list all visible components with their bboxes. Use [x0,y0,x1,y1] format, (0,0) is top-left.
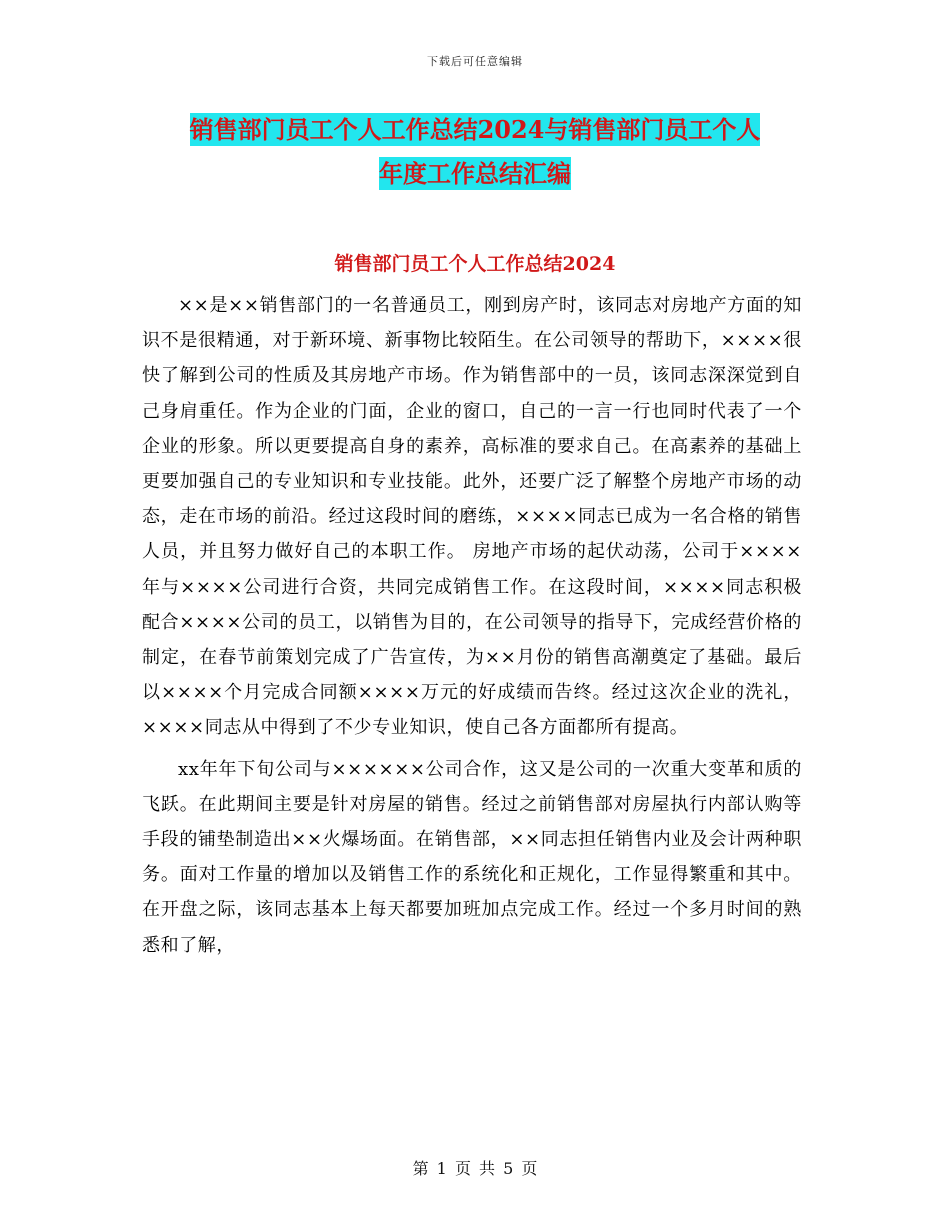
document-body [142,288,802,969]
document-title [140,108,810,196]
section-title: 销售部门员工个人工作总结2024 [334,253,616,275]
page-number: 第 1 页 共 5 页 [412,1159,538,1178]
document-title-line-1: 销售部门员工个人工作总结2024与销售部门员工个人 [189,115,761,144]
document-title-line-2: 年度工作总结汇编 [379,159,571,188]
body-paragraph-1: ××是××销售部门的一名普通员工，刚到房产时，该同志对房地产方面的知识不是很精通，对于新环境、新事物比较陌生。在公司领导的帮助下，××××很快了解到公司的性质及其房地产市场。作为销售部中的一员，该同志深深觉到自己身肩重任。作为企业的门面，企业的窗口，自己的一言一行也同时代表了一个企业的形象。所以更要提高自身的素养，高标准的要求自己。在高素养的基础上更要加强自己的专业知识和专业技能。此外，还要广泛了解整个房地产市场的动态，走在市场的前沿。经过这段时间的磨练，××××同志已成为一名合格的销售人员，并且努力做好自己的本职工作。 房地产市场的起伏动荡，公司于××××年与××××公司进行合资，共同完成销售工作。在这段时间，××××同志积极配合××××公司的员工，以销售为目的，在公司领导的指导下，完成经营价格的制定，在春节前策划完成了广告宣传，为××月份的销售高潮奠定了基础。最后以××××个月完成合同额××××万元的好成绩而告终。经过这次企业的洗礼，××××同志从中得到了不少专业知识，使自己各方面都所有提高。 [142,295,802,739]
page-header-note: 下载后可任意编辑 [427,55,523,68]
body-paragraph-2: xx年年下旬公司与××××××公司合作，这又是公司的一次重大变革和质的飞跃。在此期间主要是针对房屋的销售。经过之前销售部对房屋执行内部认购等手段的铺垫制造出××火爆场面。在销售部，××同志担任销售内业及会计两种职务。面对工作量的增加以及销售工作的系统化和正规化，工作显得繁重和其中。在开盘之际，该同志基本上每天都要加班加点完成工作。经过一个多月时间的熟悉和了解， [142,758,802,956]
